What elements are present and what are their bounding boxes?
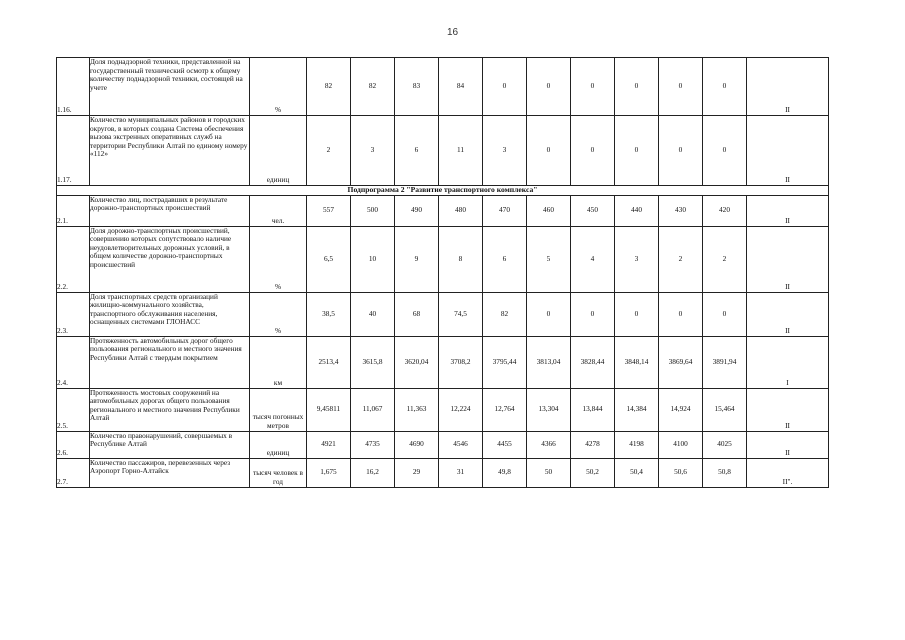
indicator-unit: тысяч погонных метров xyxy=(250,388,307,431)
indicator-number: 2.5. xyxy=(57,388,90,431)
indicator-value: 84 xyxy=(439,58,483,116)
table-row xyxy=(57,431,829,458)
indicator-value: 4 xyxy=(571,226,615,292)
table-row xyxy=(57,458,829,487)
indicator-value: 0 xyxy=(703,58,747,116)
indicator-value: 4921 xyxy=(307,431,351,458)
indicator-value: 0 xyxy=(527,58,571,116)
indicator-value: 4025 xyxy=(703,431,747,458)
indicator-unit: тысяч человек в год xyxy=(250,458,307,487)
subprogram-header-row xyxy=(57,186,829,196)
indicator-value: 0 xyxy=(615,292,659,336)
indicator-value: 68 xyxy=(395,292,439,336)
indicator-value: 11 xyxy=(439,116,483,186)
indicator-value: 11,067 xyxy=(351,388,395,431)
indicator-value: 14,924 xyxy=(659,388,703,431)
indicator-unit: % xyxy=(250,292,307,336)
indicator-value: 4366 xyxy=(527,431,571,458)
table-row xyxy=(57,292,829,336)
indicator-unit: км xyxy=(250,336,307,388)
indicator-number: 2.2. xyxy=(57,226,90,292)
indicator-number: 2.1. xyxy=(57,195,90,226)
indicator-note: II xyxy=(747,226,829,292)
indicator-value: 2 xyxy=(659,226,703,292)
indicator-number: 2.4. xyxy=(57,336,90,388)
indicator-name: Количество правонарушений, совершаемых в Республике Алтай xyxy=(90,431,250,458)
indicator-note: II xyxy=(747,195,829,226)
indicator-value: 1,675 xyxy=(307,458,351,487)
indicator-unit: % xyxy=(250,58,307,116)
indicator-value: 0 xyxy=(703,116,747,186)
indicator-value: 0 xyxy=(483,58,527,116)
indicator-value: 420 xyxy=(703,195,747,226)
indicator-value: 13,304 xyxy=(527,388,571,431)
indicator-value: 440 xyxy=(615,195,659,226)
indicator-value: 0 xyxy=(659,58,703,116)
indicator-name: Доля поднадзорной техники, представленной на государственный технический осмотр к общему количеству поднадзорной техники, состоящей на учете xyxy=(90,58,250,116)
table-row xyxy=(57,116,829,186)
indicators-table xyxy=(56,57,829,488)
indicator-value: 0 xyxy=(571,292,615,336)
table-row xyxy=(57,226,829,292)
indicator-value: 557 xyxy=(307,195,351,226)
indicator-value: 3795,44 xyxy=(483,336,527,388)
indicator-value: 83 xyxy=(395,58,439,116)
indicator-value: 3869,64 xyxy=(659,336,703,388)
indicator-value: 82 xyxy=(483,292,527,336)
indicator-note: II xyxy=(747,58,829,116)
indicator-value: 0 xyxy=(703,292,747,336)
indicator-value: 16,2 xyxy=(351,458,395,487)
indicator-name: Количество муниципальных районов и городских округов, в которых создана Система обеспечения вызова экстренных оперативных служб на территории Республики Алтай по единому номеру «112» xyxy=(90,116,250,186)
indicator-value: 12,224 xyxy=(439,388,483,431)
indicator-value: 430 xyxy=(659,195,703,226)
indicator-value: 3620,04 xyxy=(395,336,439,388)
table-row xyxy=(57,195,829,226)
indicator-value: 500 xyxy=(351,195,395,226)
table-row xyxy=(57,58,829,116)
indicator-note: I xyxy=(747,336,829,388)
indicator-number: 1.17. xyxy=(57,116,90,186)
indicator-value: 5 xyxy=(527,226,571,292)
indicator-value: 4546 xyxy=(439,431,483,458)
indicator-value: 0 xyxy=(615,58,659,116)
indicator-unit: единиц xyxy=(250,116,307,186)
indicator-value: 4690 xyxy=(395,431,439,458)
indicator-value: 3 xyxy=(483,116,527,186)
indicator-value: 14,384 xyxy=(615,388,659,431)
indicator-value: 6 xyxy=(483,226,527,292)
indicator-value: 4100 xyxy=(659,431,703,458)
indicator-value: 82 xyxy=(351,58,395,116)
indicator-value: 3848,14 xyxy=(615,336,659,388)
indicator-name: Протяженность автомобильных дорог общего пользования регионального и местного значения Республики Алтай с твердым покрытием xyxy=(90,336,250,388)
indicator-value: 470 xyxy=(483,195,527,226)
indicator-value: 460 xyxy=(527,195,571,226)
page-number: 16 xyxy=(446,27,459,38)
indicator-value: 3615,8 xyxy=(351,336,395,388)
indicator-name: Количество лиц, пострадавших в результате дорожно-транспортных происшествий xyxy=(90,195,250,226)
indicator-name: Протяженность мостовых сооружений на автомобильных дорогах общего пользования регионального и местного значения Республики Алтай xyxy=(90,388,250,431)
indicator-value: 40 xyxy=(351,292,395,336)
indicator-note: II xyxy=(747,431,829,458)
indicator-value: 0 xyxy=(527,116,571,186)
indicator-value: 0 xyxy=(615,116,659,186)
indicator-value: 50,6 xyxy=(659,458,703,487)
indicator-value: 50,2 xyxy=(571,458,615,487)
indicator-value: 4278 xyxy=(571,431,615,458)
indicator-unit: единиц xyxy=(250,431,307,458)
indicator-value: 50,4 xyxy=(615,458,659,487)
indicator-note: II xyxy=(747,388,829,431)
indicator-value: 9,45811 xyxy=(307,388,351,431)
indicator-note: II xyxy=(747,292,829,336)
indicator-value: 0 xyxy=(571,116,615,186)
indicator-unit: чел. xyxy=(250,195,307,226)
indicator-value: 3708,2 xyxy=(439,336,483,388)
indicator-value: 0 xyxy=(527,292,571,336)
indicator-value: 480 xyxy=(439,195,483,226)
table-row xyxy=(57,388,829,431)
indicator-value: 2513,4 xyxy=(307,336,351,388)
indicator-value: 13,844 xyxy=(571,388,615,431)
indicator-value: 6,5 xyxy=(307,226,351,292)
indicator-value: 6 xyxy=(395,116,439,186)
indicator-value: 29 xyxy=(395,458,439,487)
indicator-value: 82 xyxy=(307,58,351,116)
indicator-value: 9 xyxy=(395,226,439,292)
indicator-unit: % xyxy=(250,226,307,292)
indicator-value: 3 xyxy=(615,226,659,292)
indicator-value: 4455 xyxy=(483,431,527,458)
indicator-name: Доля дорожно-транспортных происшествий, совершению которых сопутствовало наличие неудовлетворительных дорожных условий, в общем количестве дорожно-транспортных происшествий xyxy=(90,226,250,292)
indicator-number: 2.3. xyxy=(57,292,90,336)
indicator-number: 1.16. xyxy=(57,58,90,116)
indicator-name: Доля транспортных средств организаций жилищно-коммунального хозяйства, транспортного обслуживания населения, оснащенных системами ГЛОНАСС xyxy=(90,292,250,336)
indicator-value: 50,8 xyxy=(703,458,747,487)
indicator-value: 3828,44 xyxy=(571,336,615,388)
indicator-value: 10 xyxy=(351,226,395,292)
indicator-value: 0 xyxy=(659,292,703,336)
indicator-value: 3891,94 xyxy=(703,336,747,388)
indicator-value: 31 xyxy=(439,458,483,487)
indicator-value: 4198 xyxy=(615,431,659,458)
indicator-value: 2 xyxy=(307,116,351,186)
indicator-value: 12,764 xyxy=(483,388,527,431)
indicator-value: 2 xyxy=(703,226,747,292)
indicator-value: 3813,04 xyxy=(527,336,571,388)
indicator-value: 3 xyxy=(351,116,395,186)
indicator-value: 15,464 xyxy=(703,388,747,431)
indicator-value: 50 xyxy=(527,458,571,487)
indicator-value: 49,8 xyxy=(483,458,527,487)
indicator-value: 490 xyxy=(395,195,439,226)
indicator-value: 0 xyxy=(571,58,615,116)
indicator-value: 0 xyxy=(659,116,703,186)
indicator-value: 450 xyxy=(571,195,615,226)
subprogram-title: Подпрограмма 2 "Развитие транспортного комплекса" xyxy=(57,186,829,196)
indicator-note: II". xyxy=(747,458,829,487)
indicator-value: 8 xyxy=(439,226,483,292)
indicator-name: Количество пассажиров, перевезенных через Аэропорт Горно-Алтайск xyxy=(90,458,250,487)
indicator-value: 11,363 xyxy=(395,388,439,431)
table-row xyxy=(57,336,829,388)
indicator-value: 4735 xyxy=(351,431,395,458)
indicator-note: II xyxy=(747,116,829,186)
indicator-number: 2.6. xyxy=(57,431,90,458)
indicator-number: 2.7. xyxy=(57,458,90,487)
indicator-value: 74,5 xyxy=(439,292,483,336)
indicator-value: 38,5 xyxy=(307,292,351,336)
